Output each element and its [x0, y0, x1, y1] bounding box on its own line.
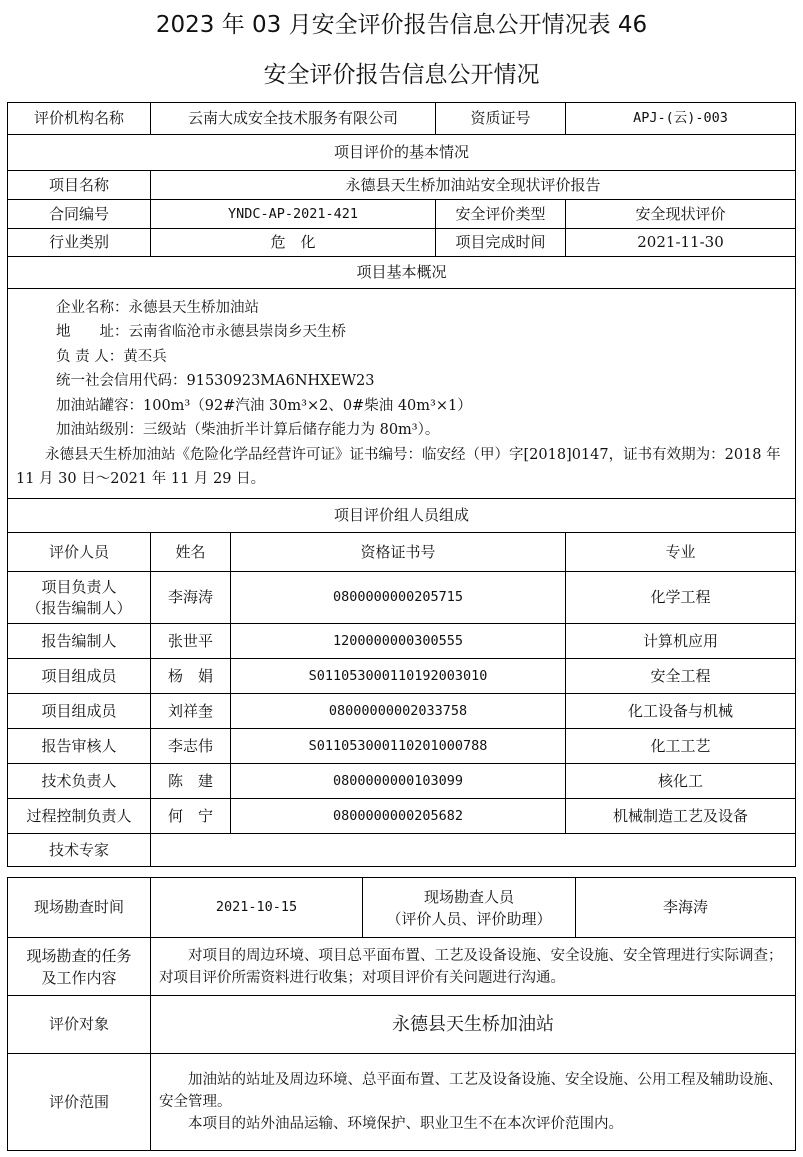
team-row — [8, 729, 796, 764]
completion-value: 2021-11-30 — [566, 229, 796, 257]
scope-row — [8, 1054, 796, 1151]
industry-row — [8, 229, 796, 257]
team-cert: S011053000110192003010 — [231, 659, 566, 694]
industry-value: 危 化 — [151, 229, 436, 257]
team-cert: 0800000000205715 — [231, 572, 566, 624]
team-row — [8, 694, 796, 729]
cert-label: 资质证号 — [436, 103, 566, 135]
survey-task-label — [8, 938, 151, 996]
scope-value — [151, 1054, 796, 1151]
team-section-title: 项目评价组人员组成 — [8, 499, 796, 533]
team-cert: 08000000002033758 — [231, 694, 566, 729]
team-member-name: 何 宁 — [151, 799, 231, 834]
team-major: 计算机应用 — [566, 624, 796, 659]
team-section-row — [8, 499, 796, 533]
survey-time-row — [8, 878, 796, 938]
overview-line-address: 地 址：云南省临沧市永德县崇岗乡天生桥 — [56, 324, 346, 340]
project-name-value: 永德县天生桥加油站安全现状评价报告 — [151, 171, 796, 200]
survey-task-value: 对项目的周边环境、项目总平面布置、工艺及设备设施、安全设施、安全管理进行实际调查；对项目评价所需资料进行收集；对项目评价有关问题进行沟通。 — [151, 938, 796, 996]
overview-line-license: 永德县天生桥加油站《危险化学品经营许可证》证书编号：临安经（甲）字[2018]0147，证书有效期为：2018 年 11 月 30 日～2021 年 11 月 29 日。 — [16, 446, 781, 487]
org-row — [8, 103, 796, 135]
project-name-row — [8, 171, 796, 200]
survey-staff-value: 李海涛 — [576, 878, 796, 938]
team-member-name: 陈 建 — [151, 764, 231, 799]
eval-type-label: 安全评价类型 — [436, 200, 566, 229]
overview-text — [8, 289, 796, 499]
eval-type-value: 安全现状评价 — [566, 200, 796, 229]
basic-section-row — [8, 135, 796, 171]
overview-line-capacity: 加油站罐容：100m³（92#汽油 30m³×2、0#柴油 40m³×1） — [56, 397, 472, 414]
team-role: 项目负责人 （报告编制人） — [8, 572, 151, 624]
contract-value: YNDC-AP-2021-421 — [151, 200, 436, 229]
org-value: 云南大成安全技术服务有限公司 — [151, 103, 436, 135]
cert-value: APJ-(云)-003 — [566, 103, 796, 135]
completion-label: 项目完成时间 — [436, 229, 566, 257]
scope-paragraph-2: 本项目的站外油品运输、环境保护、职业卫生不在本次评价范围内。 — [188, 1116, 623, 1132]
team-role: 项目组成员 — [8, 694, 151, 729]
scope-label: 评价范围 — [8, 1054, 151, 1151]
team-cert: 0800000000205682 — [231, 799, 566, 834]
team-major: 核化工 — [566, 764, 796, 799]
team-header-cert: 资格证书号 — [231, 533, 566, 572]
overview-section-title: 项目基本概况 — [8, 257, 796, 289]
team-member-name: 杨 娟 — [151, 659, 231, 694]
expert-value — [151, 834, 796, 867]
expert-row — [8, 834, 796, 867]
survey-staff-label — [363, 878, 576, 938]
survey-task-label-line1: 现场勘查的任务 — [26, 946, 132, 965]
team-cert: 0800000000103099 — [231, 764, 566, 799]
page-title: 2023 年 03 月安全评价报告信息公开情况表 46 — [155, 12, 648, 38]
team-cert: S011053000110201000788 — [231, 729, 566, 764]
team-major: 化学工程 — [566, 572, 796, 624]
team-member-name: 刘祥奎 — [151, 694, 231, 729]
contract-label: 合同编号 — [8, 200, 151, 229]
team-row — [8, 659, 796, 694]
project-name-label: 项目名称 — [8, 171, 151, 200]
team-header-role: 评价人员 — [8, 533, 151, 572]
team-cert: 1200000000300555 — [231, 624, 566, 659]
overview-line-credit-code: 统一社会信用代码：91530923MA6NHXEW23 — [56, 373, 375, 389]
survey-time-label: 现场勘查时间 — [8, 878, 151, 938]
team-role: 报告审核人 — [8, 729, 151, 764]
team-member-name: 张世平 — [151, 624, 231, 659]
team-member-name: 李海涛 — [151, 572, 231, 624]
overview-line-person: 负 责 人：黄丕兵 — [56, 348, 167, 365]
survey-staff-label-line1: 现场勘查人员 — [423, 887, 514, 906]
contract-row — [8, 200, 796, 229]
team-row — [8, 572, 796, 624]
overview-line-grade: 加油站级别：三级站（柴油折半计算后储存能力为 80m³）。 — [56, 422, 440, 438]
team-header-name: 姓名 — [151, 533, 231, 572]
survey-task-label-line2: 及工作内容 — [41, 968, 117, 987]
team-member-name: 李志伟 — [151, 729, 231, 764]
team-major: 安全工程 — [566, 659, 796, 694]
survey-table — [7, 877, 796, 1151]
team-role: 报告编制人 — [8, 624, 151, 659]
team-row — [8, 799, 796, 834]
survey-task-row — [8, 938, 796, 996]
team-row — [8, 624, 796, 659]
team-role: 项目组成员 — [8, 659, 151, 694]
scope-paragraph-1: 加油站的站址及周边环境、总平面布置、工艺及设备设施、安全设施、公用工程及辅助设施、安全管理。 — [159, 1072, 783, 1110]
industry-label: 行业类别 — [8, 229, 151, 257]
target-label: 评价对象 — [8, 996, 151, 1054]
team-major: 化工设备与机械 — [566, 694, 796, 729]
team-header-row — [8, 533, 796, 572]
target-value: 永德县天生桥加油站 — [151, 996, 796, 1054]
overview-row — [8, 289, 796, 499]
target-row — [8, 996, 796, 1054]
team-role: 技术负责人 — [8, 764, 151, 799]
team-row — [8, 764, 796, 799]
page-subtitle: 安全评价报告信息公开情况 — [263, 62, 540, 88]
survey-time-value: 2021-10-15 — [151, 878, 363, 938]
org-label: 评价机构名称 — [8, 103, 151, 135]
expert-label: 技术专家 — [8, 834, 151, 867]
team-major: 机械制造工艺及设备 — [566, 799, 796, 834]
info-table — [7, 102, 796, 867]
team-role: 过程控制负责人 — [8, 799, 151, 834]
basic-section-title: 项目评价的基本情况 — [8, 135, 796, 171]
overview-line-company: 企业名称：永德县天生桥加油站 — [56, 299, 259, 316]
overview-section-row — [8, 257, 796, 289]
team-major: 化工工艺 — [566, 729, 796, 764]
team-header-major: 专业 — [566, 533, 796, 572]
survey-staff-label-line2: （评价人员、评价助理） — [386, 909, 552, 928]
